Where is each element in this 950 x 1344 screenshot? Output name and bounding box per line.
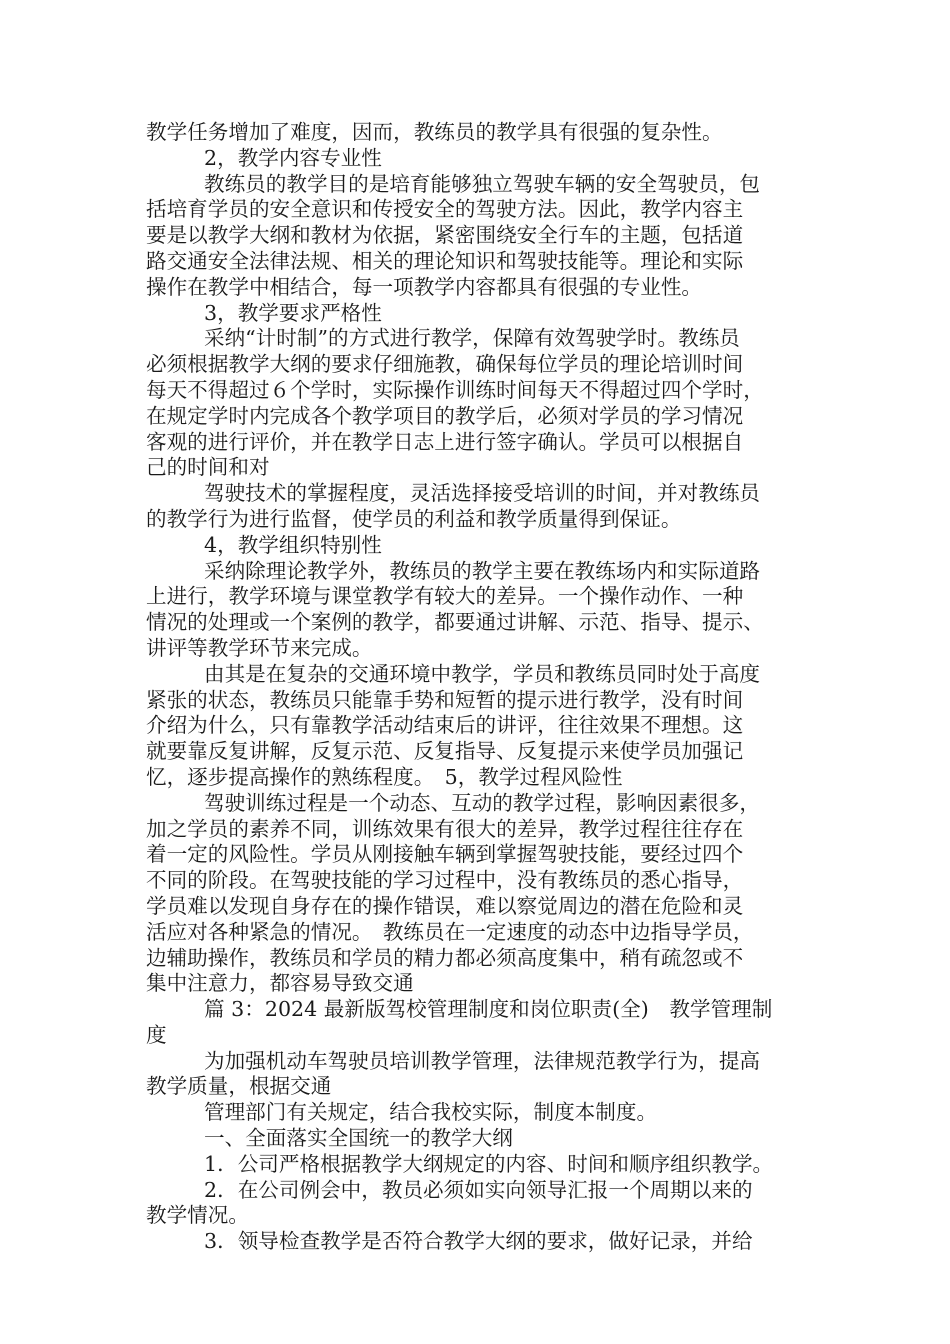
text-line: 情况的处理或一个案例的教学，都要通过讲解、示范、指导、提示、 (146, 610, 764, 635)
text-line: 为加强机动车驾驶员培训教学管理，法律规范教学行为，提高 (204, 1048, 761, 1073)
text-line: 教学质量，根据交通 (146, 1074, 332, 1099)
text-line: 采纳除理论教学外，教练员的教学主要在教练场内和实际道路 (204, 558, 761, 583)
text-line: 客观的进行评价，并在教学日志上进行签字确认。学员可以根据自 (146, 429, 744, 454)
text-line: 要是以教学大纲和教材为依据，紧密围绕安全行车的主题，包括道 (146, 223, 744, 248)
text-line: 驾驶训练过程是一个动态、互动的教学过程，影响因素很多， (204, 790, 761, 815)
text-line: 活应对各种紧急的情况。 教练员在一定速度的动态中边指导学员， (146, 919, 754, 944)
text-line: 篇 3：2024 最新版驾校管理制度和岗位职责(全) 教学管理制 (204, 997, 773, 1022)
text-line: 管理部门有关规定，结合我校实际，制度本制度。 (204, 1100, 658, 1125)
text-line: 由其是在复杂的交通环境中教学，学员和教练员同时处于高度 (204, 661, 761, 686)
text-line: 度 (146, 1022, 167, 1047)
text-line: 己的时间和对 (146, 455, 270, 480)
text-line: 紧张的状态，教练员只能靠手势和短暂的提示进行教学，没有时间 (146, 687, 744, 712)
text-line: 操作在教学中相结合，每一项教学内容都具有很强的专业性。 (146, 274, 703, 299)
text-line: 3，教学要求严格性 (204, 300, 382, 325)
text-line: 忆，逐步提高操作的熟练程度。 5，教学过程风险性 (146, 764, 623, 789)
text-line: 加之学员的素养不同，训练效果有很大的差异，教学过程往往存在 (146, 816, 744, 841)
text-line: 集中注意力，都容易导致交通 (146, 971, 414, 996)
text-line: 就要靠反复讲解，反复示范、反复指导、反复提示来使学员加强记 (146, 739, 744, 764)
text-line: 教练员的教学目的是培育能够独立驾驶车辆的安全驾驶员，包 (204, 171, 761, 196)
text-line: 每天不得超过６个学时，实际操作训练时间每天不得超过四个学时， (146, 377, 764, 402)
text-line: 括培育学员的安全意识和传授安全的驾驶方法。因此，教学内容主 (146, 197, 744, 222)
text-line: 必须根据教学大纲的要求仔细施教，确保每位学员的理论培训时间 (146, 352, 744, 377)
text-line: 边辅助操作，教练员和学员的精力都必须高度集中，稍有疏忽或不 (146, 945, 744, 970)
text-line: 2．在公司例会中，教员必须如实向领导汇报一个周期以来的 (204, 1177, 753, 1202)
text-line: 学员难以发现自身存在的操作错误，难以察觉周边的潜在危险和灵 (146, 893, 744, 918)
document-body (146, 120, 826, 1255)
text-line: 的教学行为进行监督，使学员的利益和教学质量得到保证。 (146, 506, 682, 531)
text-line: 教学任务增加了难度，因而，教练员的教学具有很强的复杂性。 (146, 120, 723, 144)
text-line: 路交通安全法律法规、相关的理论知识和驾驶技能等。理论和实际 (146, 248, 744, 273)
text-line: 3．领导检查教学是否符合教学大纲的要求，做好记录，并给 (204, 1229, 753, 1254)
text-line: 一、全面落实全国统一的教学大纲 (204, 1126, 513, 1151)
text-line: 上进行，教学环境与课堂教学有较大的差异。一个操作动作、一种 (146, 584, 744, 609)
text-line: 介绍为什么，只有靠教学活动结束后的讲评，往往效果不理想。这 (146, 713, 744, 738)
text-line: 4，教学组织特别性 (204, 532, 382, 557)
text-line: 1．公司严格根据教学大纲规定的内容、时间和顺序组织教学。 (204, 1151, 774, 1176)
text-line: 讲评等教学环节来完成。 (146, 635, 373, 660)
text-line: 着一定的风险性。学员从刚接触车辆到掌握驾驶技能，要经过四个 (146, 842, 744, 867)
text-line: 教学情况。 (146, 1203, 249, 1228)
text-line: 驾驶技术的掌握程度，灵活选择接受培训的时间，并对教练员 (204, 481, 761, 506)
text-line: 采纳“计时制”的方式进行教学，保障有效驾驶学时。教练员 (204, 326, 740, 351)
text-line: 不同的阶段。在驾驶技能的学习过程中，没有教练员的悉心指导， (146, 868, 744, 893)
text-line: 2，教学内容专业性 (204, 145, 382, 170)
text-line: 在规定学时内完成各个教学项目的教学后，必须对学员的学习情况 (146, 403, 744, 428)
